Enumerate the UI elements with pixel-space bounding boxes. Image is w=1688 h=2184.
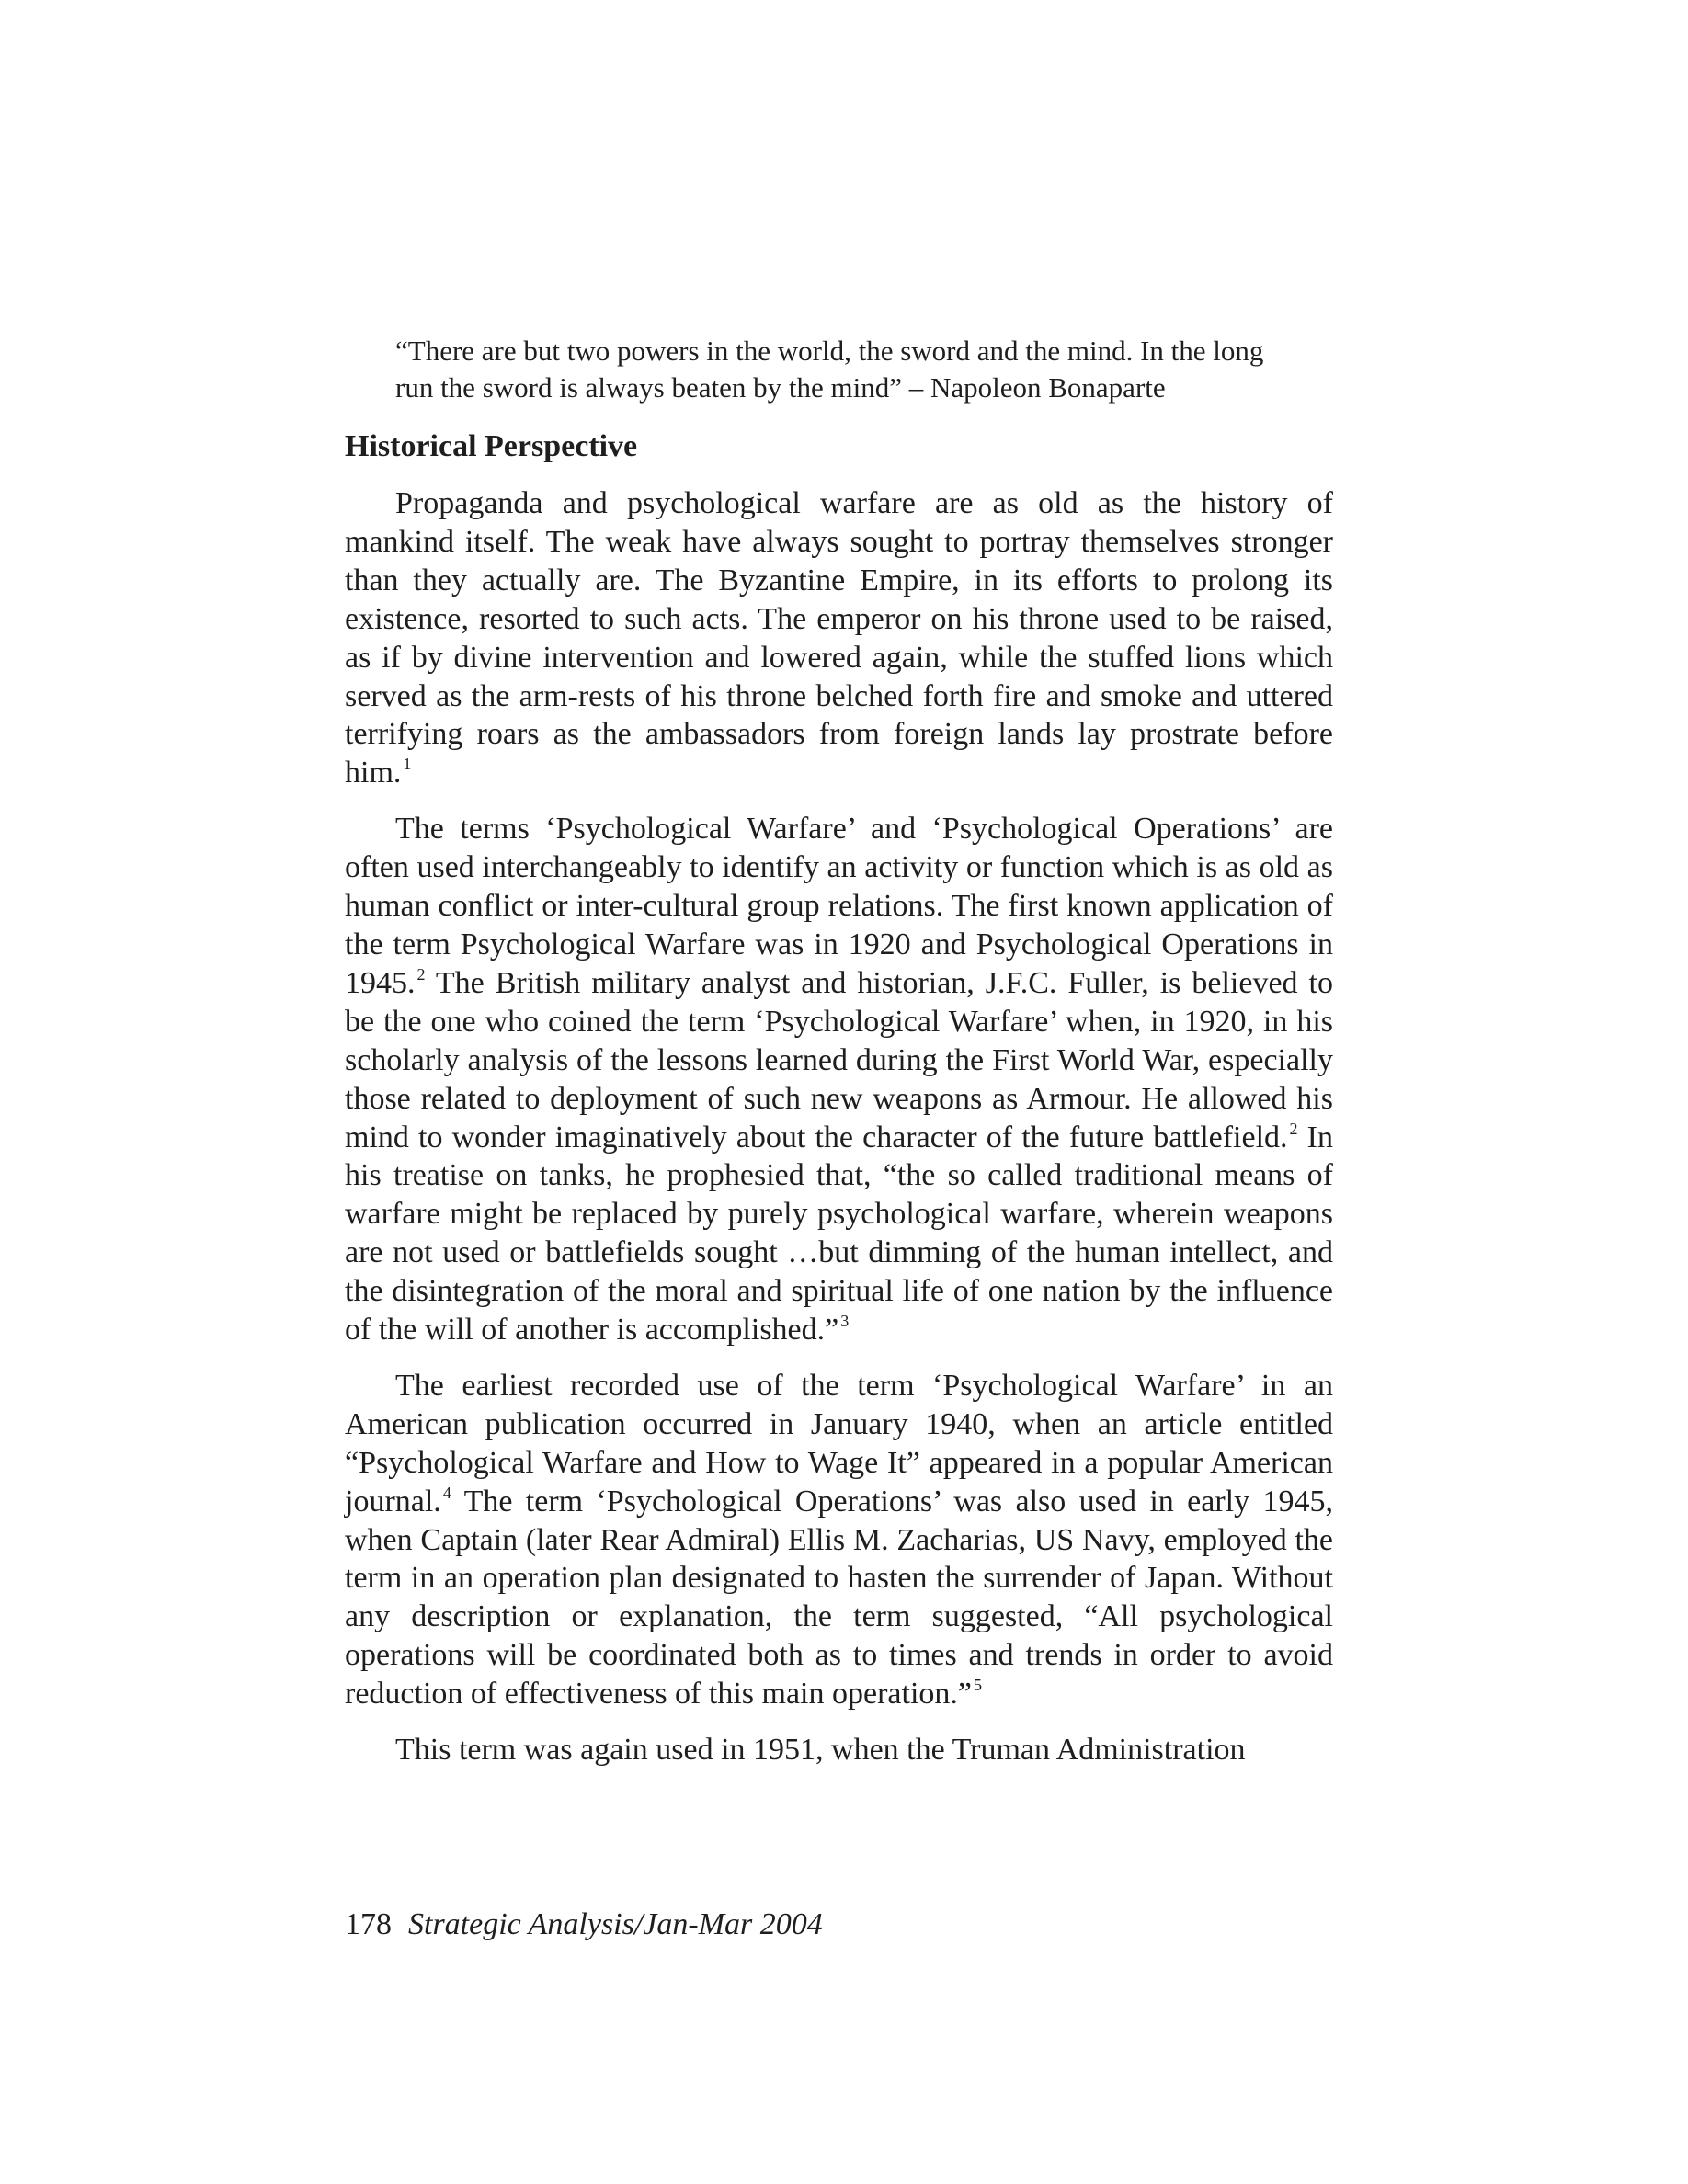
footnote-ref: 2 — [1289, 1119, 1298, 1138]
paragraph-text: In his treatise on tanks, he prophesied that, “the so called traditional means of warfare might be replaced by purely psychological warfare, wherein weapons are not used or battlefields sought …but dimming of the human intellect, and the disintegration of the moral and spiritual life of one nation by the influence of the will of another is accomplished.” — [345, 1120, 1333, 1348]
footnote-ref: 2 — [416, 964, 426, 984]
page-number: 178 — [345, 1907, 392, 1941]
paragraph-terms — [345, 810, 1333, 1349]
paragraph-american-usage — [345, 1367, 1333, 1713]
paragraph-text: The term ‘Psychological Operations’ was also used in early 1945, when Captain (later Rear Admiral) Ellis M. Zacharias, US Navy, employed the term in an operation plan designated to hasten the surrender of Japan. Without any description or explanation, the term suggested, “All psychological operations will be coordinated both as to times and trends in order to avoid reduction of effectiveness of this main operation.” — [345, 1484, 1333, 1712]
footnote-ref: 3 — [840, 1312, 850, 1331]
paragraph-text: The British military analyst and historian, J.F.C. Fuller, is believed to be the one who coined the term ‘Psychological Warfare’ when, in 1920, in his scholarly analysis of the lessons learned during the First World War, especially those related to deployment of such new weapons as Armour. He allowed his mind to wonder imaginatively about the character of the future battlefield. — [345, 965, 1333, 1155]
footnote-ref: 5 — [973, 1676, 982, 1695]
section-heading: Historical Perspective — [345, 429, 638, 463]
paragraph-truman — [345, 1731, 1333, 1769]
paragraph-text: The terms ‘Psychological Warfare’ and ‘Psychological Operations’ are often used interchangeably to identify an activity or function which is as old as human conflict or inter-cultural group relations. The first known application of the term Psychological Warfare was in 1920 and Psychological Operations in 1945. — [345, 812, 1333, 1000]
journal-citation: Strategic Analysis/Jan-Mar 2004 — [408, 1907, 823, 1941]
paragraph-text: The earliest recorded use of the term ‘Psychological Warfare’ in an American publication occurred in January 1940, when an article entitled “Psychological Warfare and How to Wage It” appeared in a popular American journal. — [345, 1368, 1333, 1519]
paragraph-text: This term was again used in 1951, when the Truman Administration — [395, 1733, 1246, 1768]
footnote-ref: 4 — [442, 1483, 451, 1502]
page-footer — [345, 1905, 823, 1945]
document-page — [345, 333, 1333, 1769]
epigraph-quote: “There are but two powers in the world, the sword and the mind. In the long run the sword is always beaten by the mind” – Napoleon Bonaparte — [395, 335, 1264, 404]
footnote-ref: 1 — [403, 755, 412, 774]
paragraph-text: Propaganda and psychological warfare are as old as the history of mankind itself. The weak have always sought to portray themselves stronger than they actually are. The Byzantine Empire, in its efforts to prolong its existence, resorted to such acts. The emperor on his throne used to be raised, as if by divine intervention and lowered again, while the stuffed lions which served as the arm-rests of his throne belched forth fire and smoke and uttered terrifying roars as the ambassadors from foreign lands lay prostrate before him. — [345, 486, 1333, 791]
paragraph-byzantine — [345, 484, 1333, 792]
